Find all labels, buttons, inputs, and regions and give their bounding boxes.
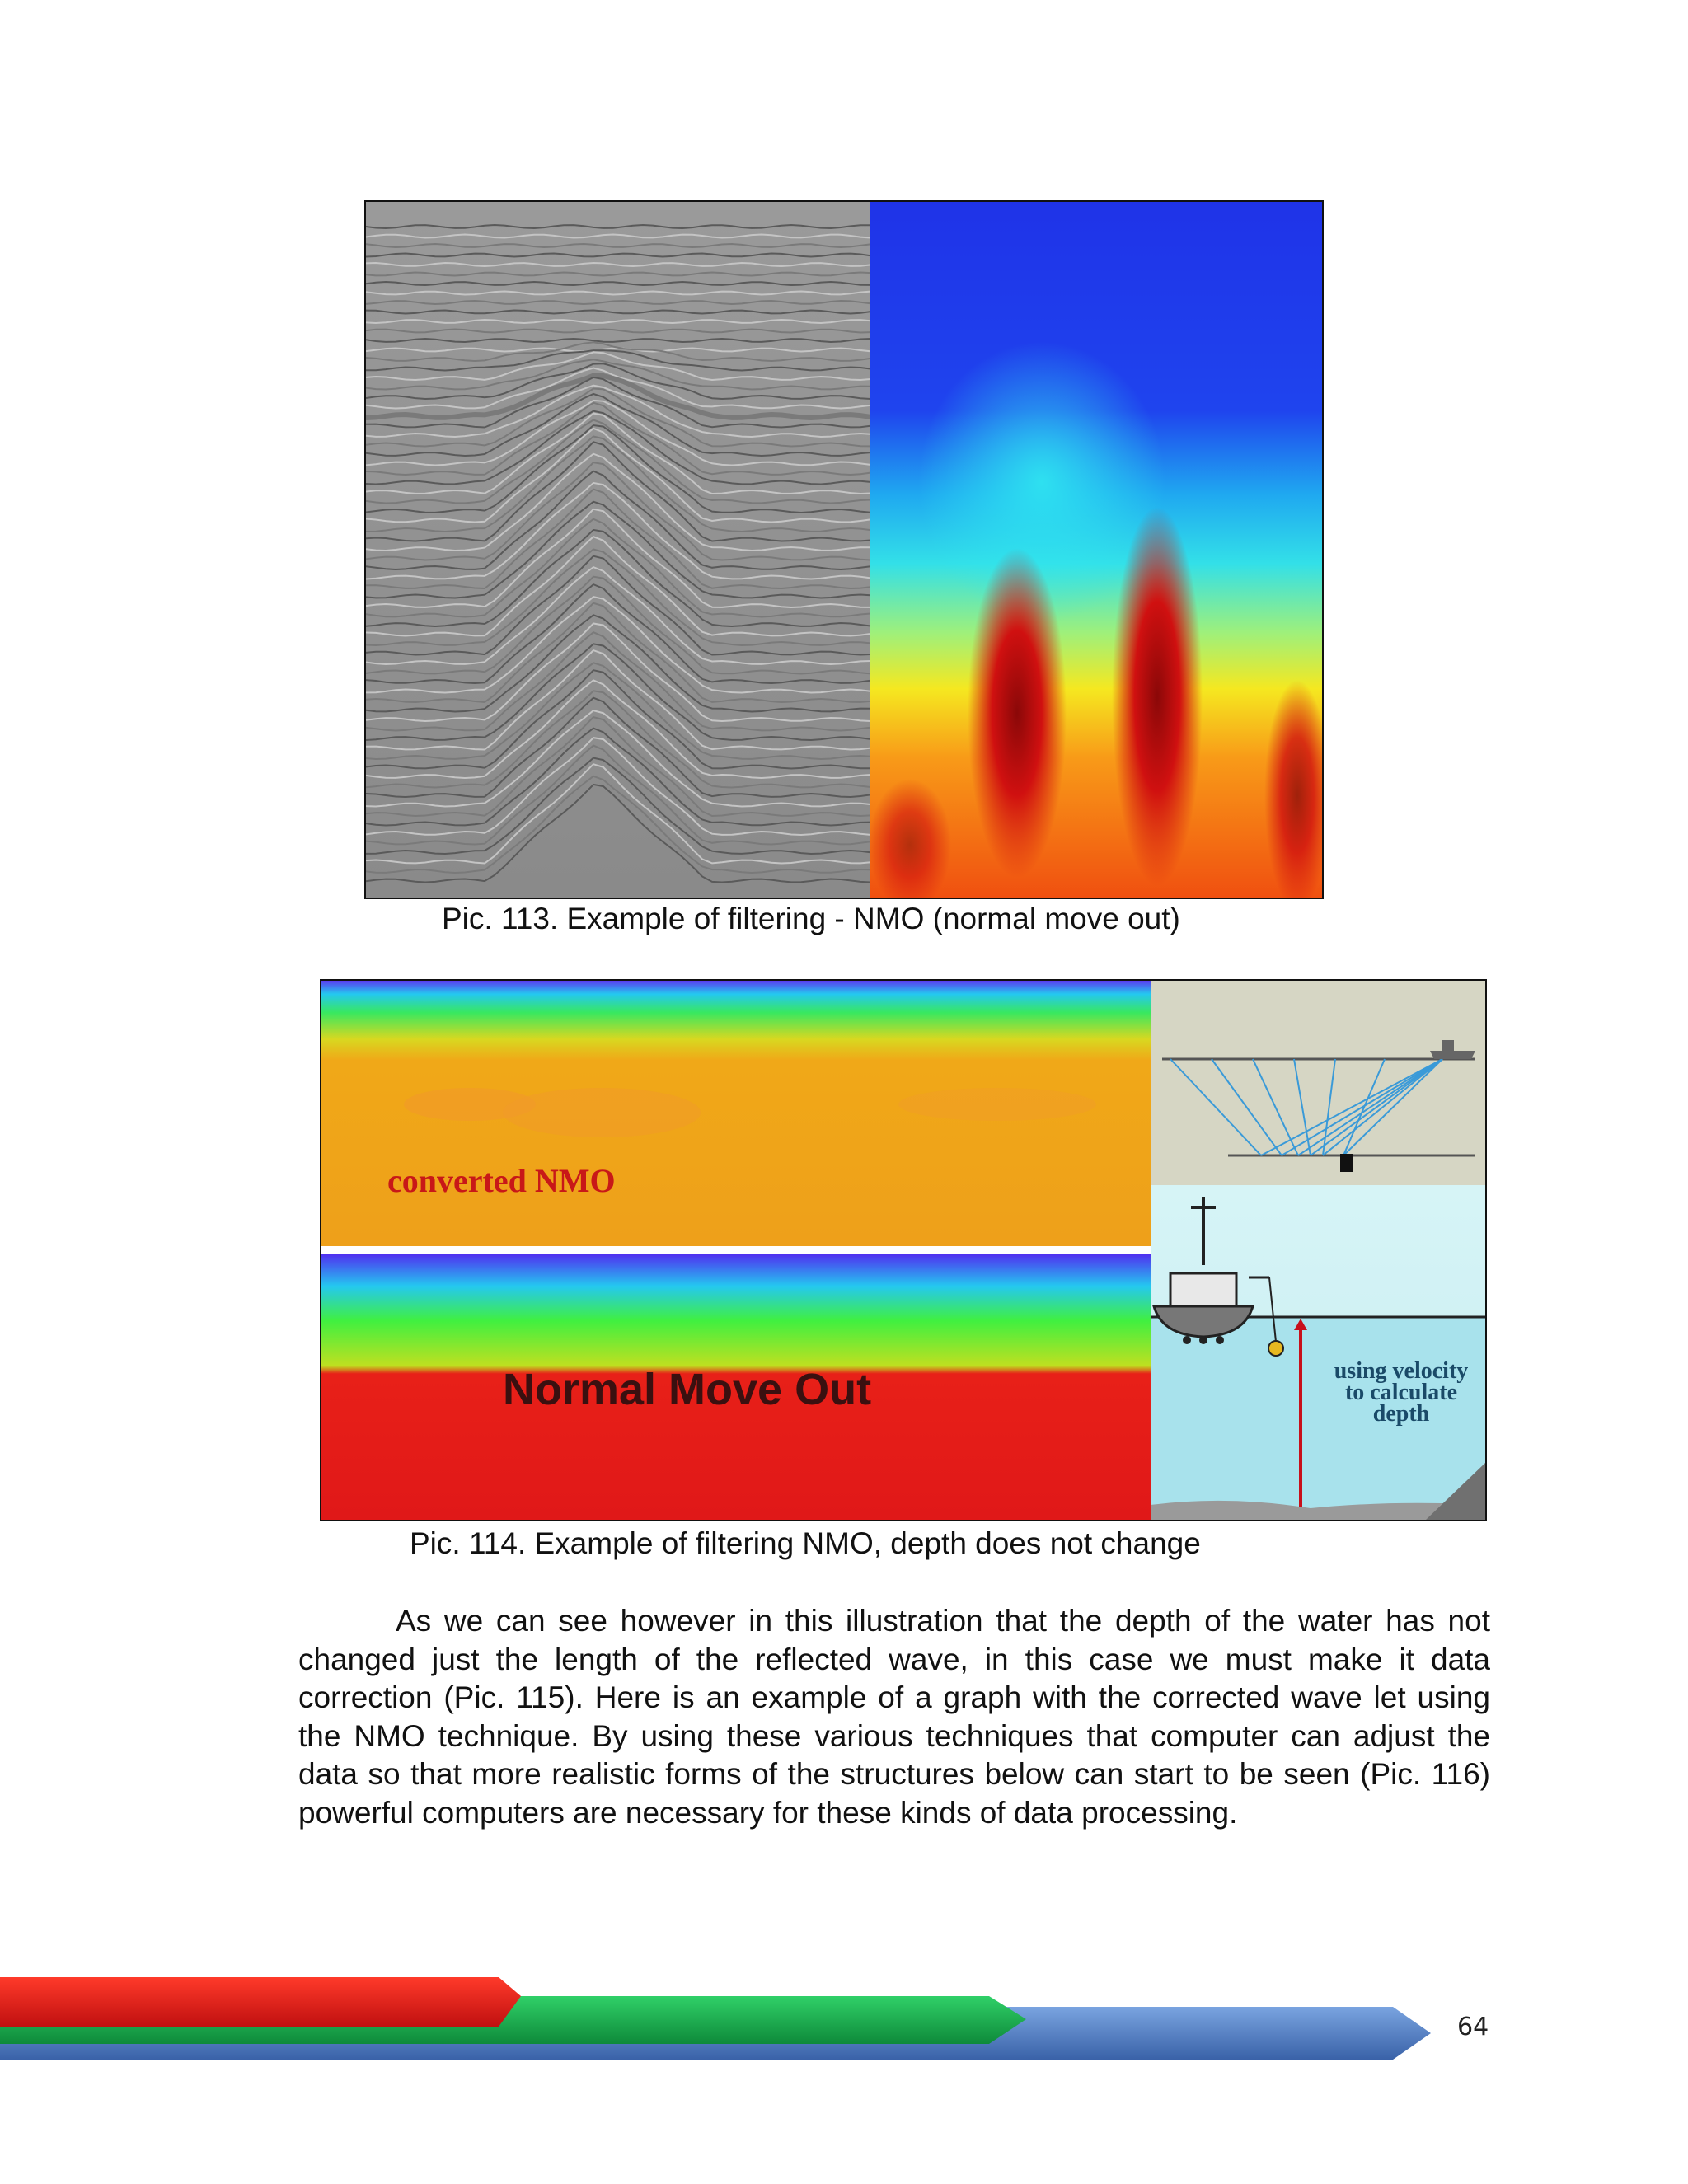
seismic-section-panel xyxy=(366,202,870,898)
converted-nmo-label: converted NMO xyxy=(387,1162,616,1199)
ship-depth-diagram xyxy=(1151,1185,1485,1520)
normal-move-out-label: Normal Move Out xyxy=(503,1365,872,1414)
velocity-label-line2: to calculate xyxy=(1344,1380,1458,1405)
converted-nmo-panel xyxy=(321,981,1151,1246)
body-paragraph-text: As we can see however in this illustration that the depth of the water has not changed just the length of the reflected wave, in this case we must make it data correction (Pic. 115). Here is an example of a graph with the corrected wave let using the NMO technique. By using these various techniques that computer can adjust the data so that more realistic forms of the structures below can start to be seen (Pic. 116) powerful computers are necessary for these kinds of data processing. xyxy=(298,1604,1490,1830)
figure-114-image xyxy=(321,981,1485,1520)
figure-114-caption: Pic. 114. Example of filtering NMO, depth does not change xyxy=(410,1526,1201,1560)
body-paragraph xyxy=(298,1602,1490,1832)
ray-path-diagram xyxy=(1151,981,1485,1185)
figure-113-caption: Pic. 113. Example of filtering - NMO (normal move out) xyxy=(442,902,1180,935)
normal-move-out-panel xyxy=(321,1254,1151,1520)
figure-114 xyxy=(320,979,1487,1521)
figure-113-image xyxy=(366,202,1322,898)
velocity-label-line3: depth xyxy=(1372,1401,1430,1427)
velocity-model-panel xyxy=(869,202,1322,898)
page-number: 64 xyxy=(1457,2013,1489,2041)
velocity-label-line1: using velocity xyxy=(1334,1358,1469,1384)
footer-arrow-bands xyxy=(0,1974,1451,2073)
figure-113 xyxy=(364,200,1324,899)
red-arrow-band xyxy=(0,1977,521,2027)
